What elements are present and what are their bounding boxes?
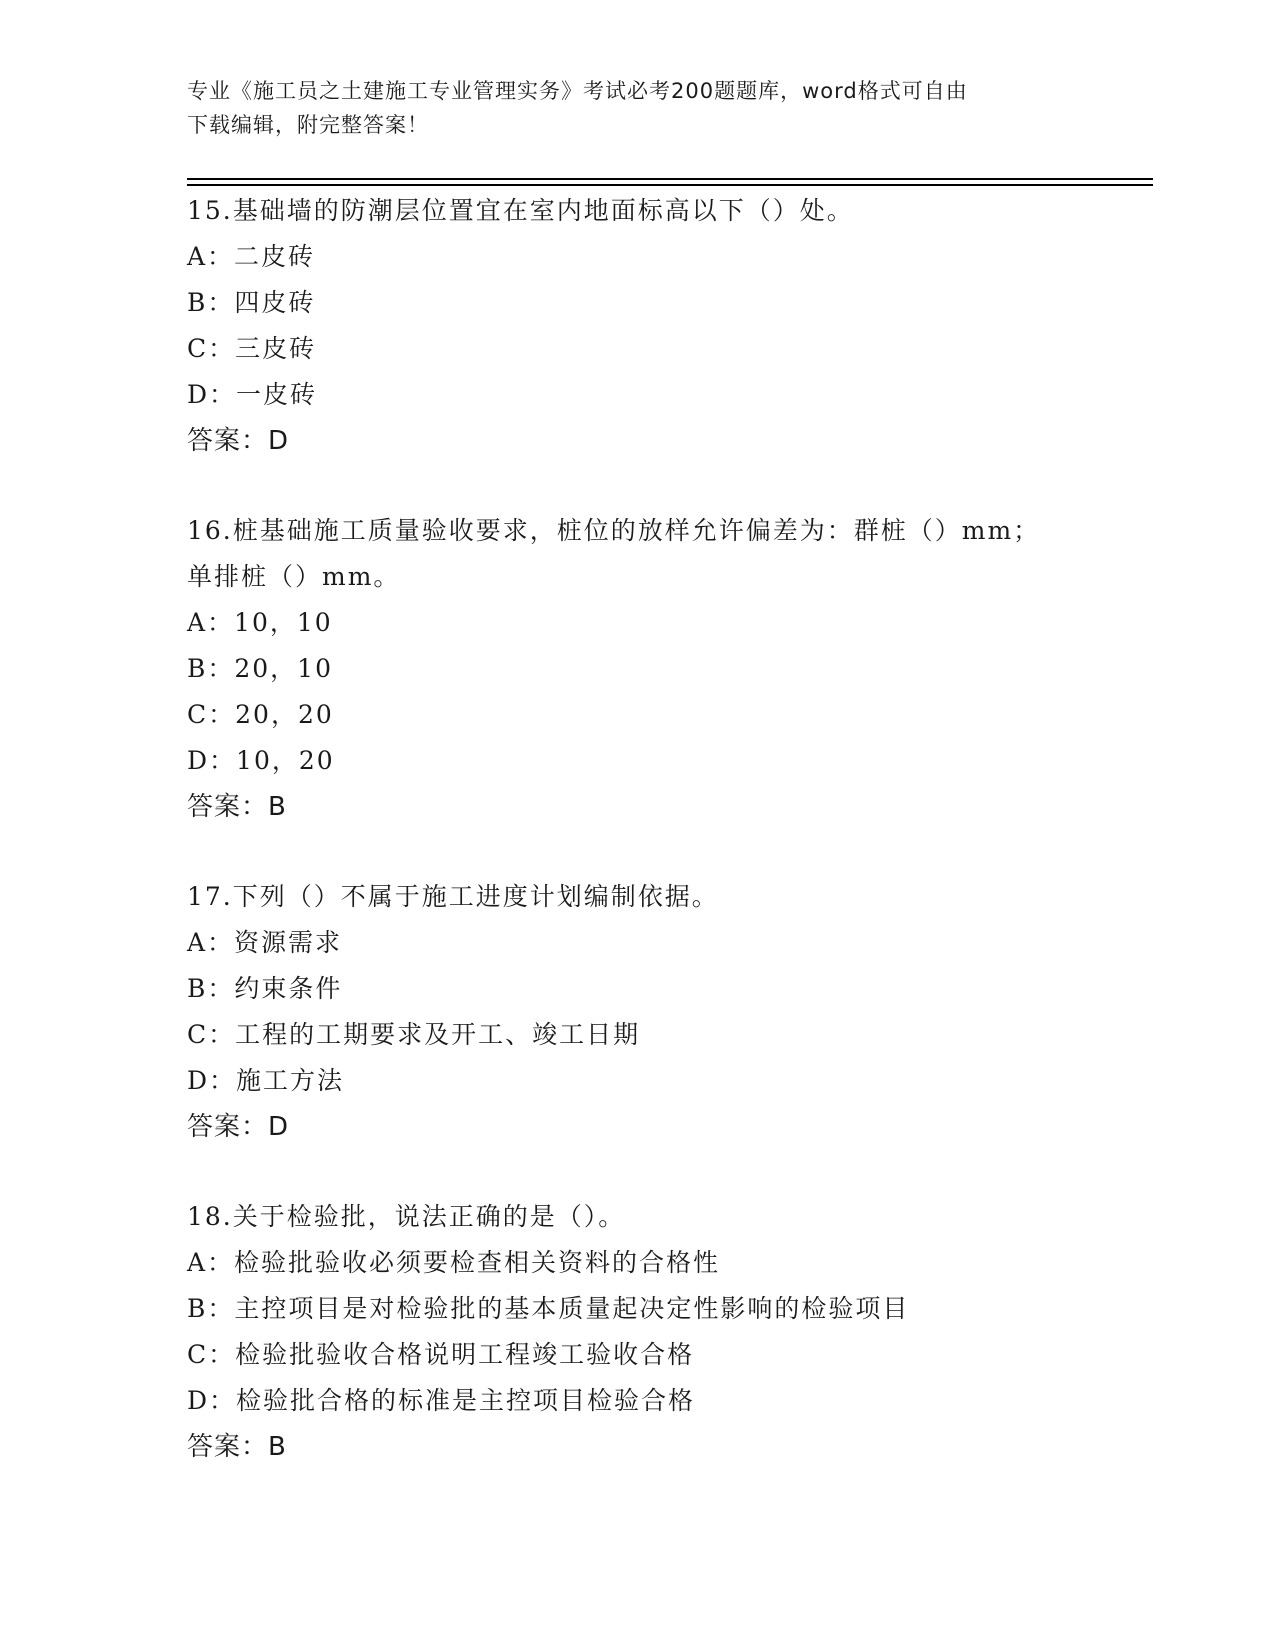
header-line-2: 下载编辑，附完整答案！ [187, 113, 429, 137]
question-18 [187, 1194, 1147, 1470]
option-d: D：10，20 [187, 746, 335, 775]
header-divider-top [187, 178, 1153, 180]
question-stem: 16.桩基础施工质量验收要求，桩位的放样允许偏差为：群桩（）mm； [187, 516, 1041, 545]
question-16 [187, 508, 1147, 830]
question-list [187, 188, 1147, 1514]
option-b: B：20，10 [187, 654, 333, 683]
option-b: B：约束条件 [187, 974, 343, 1003]
option-c: C：检验批验收合格说明工程竣工验收合格 [187, 1340, 695, 1369]
document-header [187, 74, 1067, 142]
header-line-1: 专业《施工员之土建施工专业管理实务》考试必考200题题库，word格式可自由 [187, 79, 968, 103]
option-d: D：施工方法 [187, 1066, 345, 1095]
option-a: A：二皮砖 [187, 242, 316, 271]
option-c: C：工程的工期要求及开工、竣工日期 [187, 1020, 641, 1049]
question-15 [187, 188, 1147, 464]
option-b: B：主控项目是对检验批的基本质量起决定性影响的检验项目 [187, 1294, 910, 1323]
option-b: B：四皮砖 [187, 288, 316, 317]
answer: 答案：D [187, 1112, 290, 1142]
question-17 [187, 874, 1147, 1150]
option-d: D：一皮砖 [187, 380, 318, 409]
option-c: C：三皮砖 [187, 334, 317, 363]
question-stem: 18.关于检验批，说法正确的是（）。 [187, 1202, 626, 1231]
question-stem: 15.基础墙的防潮层位置宜在室内地面标高以下（）处。 [187, 196, 854, 225]
option-a: A：10，10 [187, 608, 333, 637]
answer: 答案：D [187, 426, 290, 456]
question-stem-continued: 单排桩（）mm。 [187, 562, 401, 591]
option-a: A：资源需求 [187, 928, 343, 957]
header-divider-bottom [187, 184, 1153, 186]
answer: 答案：B [187, 1432, 287, 1462]
option-c: C：20，20 [187, 700, 334, 729]
option-d: D：检验批合格的标准是主控项目检验合格 [187, 1386, 696, 1415]
question-stem: 17.下列（）不属于施工进度计划编制依据。 [187, 882, 719, 911]
option-a: A：检验批验收必须要检查相关资料的合格性 [187, 1248, 721, 1277]
answer: 答案：B [187, 792, 287, 822]
